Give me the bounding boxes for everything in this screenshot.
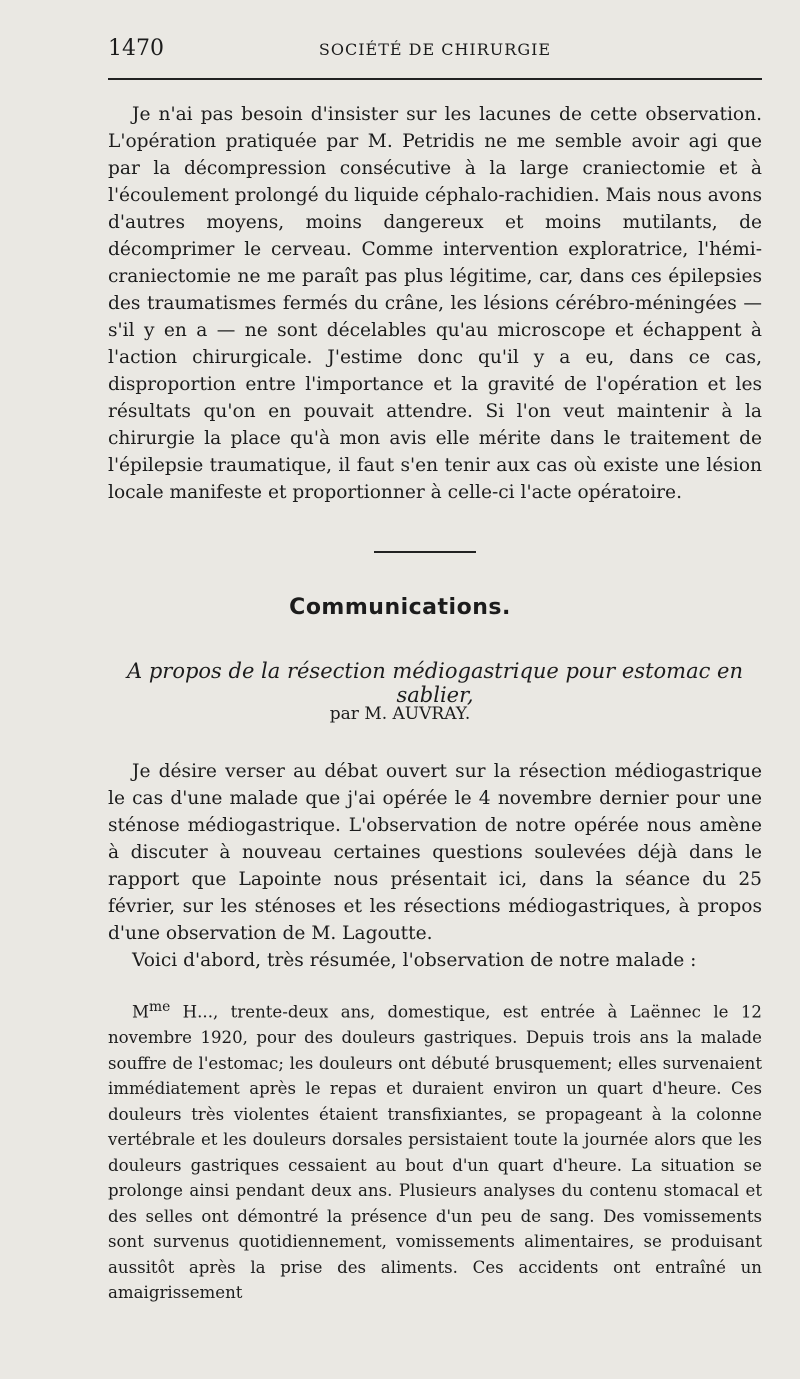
- article-text: [108, 758, 762, 974]
- article-paragraph-2: Voici d'abord, très résumée, l'observation de notre malade :: [132, 950, 697, 971]
- page-header: [108, 36, 762, 66]
- case-prefix: M: [132, 1002, 149, 1022]
- article-title: A propos de la résection médiogastrique pour estomac en sablier,: [127, 659, 743, 707]
- section-divider: [374, 551, 476, 553]
- article-author: par M. AUVRAY.: [329, 704, 471, 724]
- case-text: H..., trente-deux ans, domestique, est entrée à Laënnec le 12 novembre 1920, pour des douleurs gastriques. Depuis trois ans la malade souffre de l'estomac; les douleurs ont débuté brusquement; elles survenaient immédiatement après le repas et duraient environ un quart d'heure. Ces douleurs très violentes étaient transfixiantes, se propageant à la colonne vertébrale et les douleurs dorsales persistaient toute la journée alors que les douleurs gastriques cessaient au bout d'un quart d'heure. La situation se prolonge ainsi pendant deux ans. Plusieurs analyses du contenu stomacal et des selles ont démontré la présence d'un peu de sang. Des vomissements sont survenus quotidiennement, vomissements alimentaires, se produisant aussitôt après la prise des aliments. Ces accidents ont entraîné un amaigrissement: [108, 1002, 762, 1303]
- header-rule: [108, 78, 762, 80]
- intro-paragraph: Je n'ai pas besoin d'insister sur les lacunes de cette observation. L'opération pratiquée par M. Petridis ne me semble avoir agi que par la décompression consécutive à la large craniectomie et à l'écoulement prolongé du liquide céphalo-rachidien. Mais nous avons d'autres moyens, moins dangereux et moins mutilants, de décomprimer le cerveau. Comme intervention exploratrice, l'hémi-craniectomie ne me paraît pas plus légitime, car, dans ces épilepsies des traumatismes fermés du crâne, les lésions cérébro-méningées — s'il y en a — ne sont décelables qu'au microscope et échappent à l'action chirurgicale. J'estime donc qu'il y a eu, dans ce cas, disproportion entre l'importance et la gravité de l'opération et les résultats qu'on en pouvait attendre. Si l'on veut maintenir à la chirurgie la place qu'à mon avis elle mérite dans le traitement de l'épilepsie traumatique, il faut s'en tenir aux cas où existe une lésion locale manifeste et proportionner à celle-ci l'acte opératoire.: [108, 104, 763, 503]
- running-title: SOCIÉTÉ DE CHIRURGIE: [318, 40, 552, 59]
- intro-text: [108, 101, 762, 506]
- case-superscript: me: [149, 999, 171, 1015]
- article-paragraph-1: Je désire verser au débat ouvert sur la résection médiogastrique le cas d'une malade que j'ai opérée le 4 novembre dernier pour une sténose médiogastrique. L'observation de notre opérée nous amène à discuter à nouveau certaines questions soulevées déjà dans le rapport que Lapointe nous présentait ici, dans la séance du 25 février, sur les sténoses et les résections médiogastriques, à propos d'une observation de M. Lagoutte.: [108, 761, 762, 944]
- page-number: 1470: [108, 36, 164, 61]
- case-report: [108, 995, 762, 1306]
- case-paragraph: [108, 995, 762, 1306]
- section-title: Communications.: [289, 595, 511, 620]
